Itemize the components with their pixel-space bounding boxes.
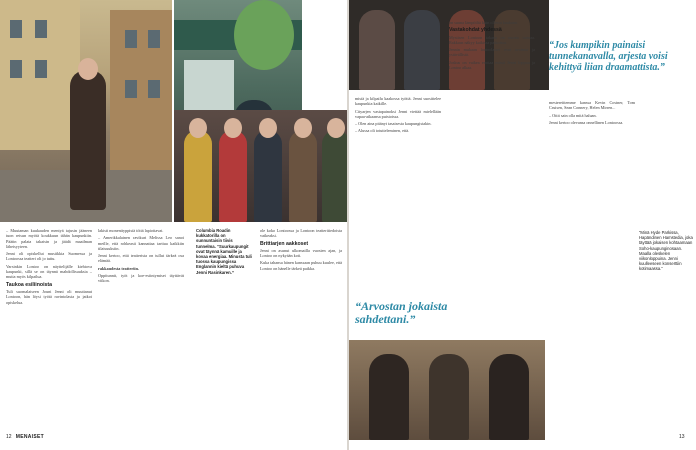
left-footer [6,434,44,440]
right-footer [679,434,685,440]
page-number: 13 [679,434,685,440]
paragraph: Mystisen Lontoon takana on monta tarinaa. Rakkaus näkyy kaikissa paikoissa. [449,34,535,45]
left-page [0,0,347,450]
section-heading: Brittiarjen aakkoset [260,240,309,247]
paragraph: Jenni kertoo olevansa onnellinen Lontoossa. [549,119,624,125]
paragraph: Jenni on asunut ulkomailla vuosien ajan, ja Lontoo on nykyään koti. [260,247,342,259]
market-group-photo [174,110,350,222]
left-column-1 [6,228,92,307]
paragraph: – Olen aina pitänyt tasaisesta kaupungistakin. [355,121,432,127]
section-heading: Vastakohdat yhdessä [449,27,502,34]
paragraph: – Ottit sain olla mitä haluan. [549,112,597,118]
paragraph: lakisti monenttyppisiä töitä lapiottavat. [98,228,164,233]
paragraph: – Amerikkalainen ravikuri Melissa Leo sanoi meille, että rohkeasti kannattaa tarttua kaikkiin tilaisuuksiin. [98,235,184,251]
paragraph: – Muutaman kuukauden mentyä tajusin jääneen tuon reisun myötä koukkuun tähän kaupunkiin. Päätin palata takaisin ja jäädä maailman läheisyyteen. [6,228,92,249]
portrait-photo [349,340,545,440]
left-column-2 [98,228,184,286]
right-column-2 [449,20,535,72]
pull-quote: “Arvostan jokaista sahdettani.” [355,299,448,326]
page-number: 12 [6,434,12,440]
photo-caption: Columbia Roadin kukkatorilla on sunnuntaisin tiivis tunnelma. “Suurkaupungit ovat täynnä kamuille ja kovaa energiaa. Minusta tuli tuossa kaupungissa Englannin kieltä puhuva Jenni Rasinkaren.” [196,228,252,275]
paragraph: Kuka tahansa hänen kanssaan puhuu kuulee, että Lontoo on hänelle tärkeä paikka. [260,260,342,271]
pull-quote: “Jos kumpikin painaisi tunnekanavalla, arjesta voisi kehittyä liian draamattista.” [549,40,668,73]
paragraph: Oppitunnit, työt ja koe-esiintymiset täyttävät viikon. [98,273,184,284]
paragraph: mistä ja kilpailu kaakossa työttä. Jenni suosittelee kaupunkia kaikille. [355,96,441,107]
paragraph: Tuli suomalaiseen Jouni Jenni oli muuttanut Lontoon, hän löysi työtä ravintolasta ja jatkoi opiskelua. [6,288,92,305]
left-column-3 [260,228,342,273]
street-photo [0,0,172,222]
paragraph: Varsinkin Lontoo on näyttelijälle kiehtova kaupunki, sillä se on täynnä mahdollisuuksia – mutta myös kilpailua. [6,263,92,280]
paragraph: Joskus on vaikea erottaa missä Jenni loppuu ja Lontoo alkaa. [449,59,535,71]
magazine-brand: MENAISET [15,434,44,440]
bold-phrase: rakkaudesta teatteriin. [98,265,139,271]
section-heading: Taukoa esiliinoista [6,281,53,288]
right-page [349,0,696,450]
paragraph: – Alussa oli totutteleminen, että. [355,128,410,134]
paragraph: on suuna lämpöiltä kuin ollessa kaukana. [449,20,518,25]
paragraph: Jenni oli opiskellut musiikkia Suomessa ja Lontoossa teatteri oli jo tuttu. [6,251,92,262]
paragraph: ole koko Lontoossa ja Lontoon teatteritiedoista vaikeaksi. [260,228,342,239]
paragraph: Jenni kertoo, että teatterista on tullut tärkeä osa elämää. [98,253,184,264]
paragraph: Cityarjen vastapainoksi Jenni viettää mielellään vapaa-aikaansa puistoissa. [355,108,441,119]
right-column-3 [549,100,635,127]
right-column-1 [355,96,441,136]
paragraph: Jennin mukaan lontoolaiset ovat avoimia ja ystävällisiä. [449,47,535,58]
paragraph: mestereittemme kanssa Kevin Costner, Tom Cruisen, Sean Connery, Helen Mirren... [549,100,635,111]
photo-caption: “Minä Hyde Parkissa, Hapändinen Hamstedia, joka täyttää jokaisen kohtaamaan Soho-kaupunginosaan. Maalla oleskelen viikonloppuina. Jenni kuulleeseen konserttiin kotimaassa.” [639,230,693,272]
